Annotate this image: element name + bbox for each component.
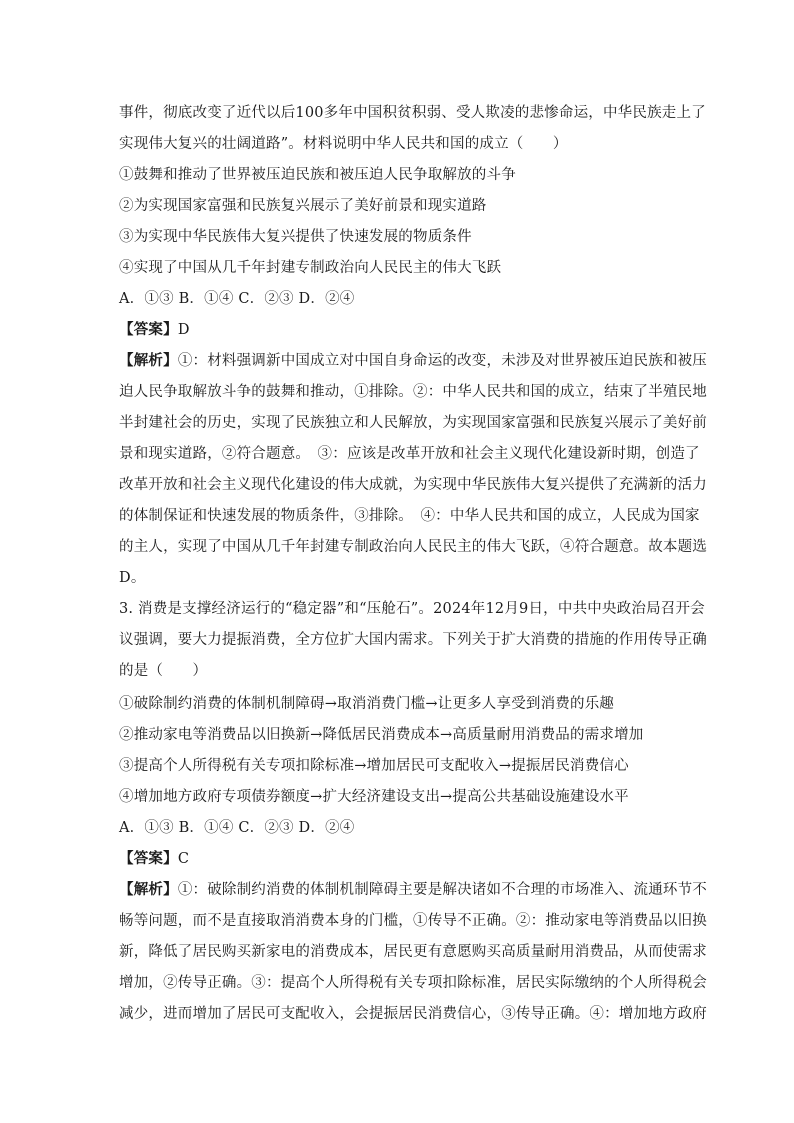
answer-tag: 【答案】	[119, 321, 178, 338]
analysis-line: 的主人，实现了中国从几千年封建专制政治向人民民主的伟大飞跃，④符合题意。故本题选	[119, 539, 707, 555]
analysis-line	[119, 880, 708, 900]
analysis-line: 景和现实道路，②符合题意。 ③：应该是改革开放和社会主义现代化建设新时期，创造了	[119, 446, 700, 462]
analysis-tag: 【解析】	[119, 352, 178, 369]
analysis-line: 畅等问题，而不是直接取消消费本身的门槛，①传导不正确。②：推动家电等消费品以旧换	[119, 913, 707, 929]
question-stem-line: 议强调，要大力提振消费，全方位扩大国内需求。下列关于扩大消费的措施的作用传导正确	[119, 632, 707, 648]
question-stem-line: 事件，彻底改变了近代以后100多年中国积贫积弱、受人欺凌的悲惨命运，中华民族走上了	[119, 105, 706, 121]
analysis-line: 增加，②传导正确。③：提高个人所得税有关专项扣除标准，居民实际缴纳的个人所得税会	[119, 975, 707, 991]
answer-tag: 【答案】	[119, 850, 178, 867]
option-1: ①破除制约消费的体制机制障碍→取消消费门槛→让更多人享受到消费的乐趣	[119, 696, 615, 712]
answer-value: C	[177, 851, 190, 867]
analysis-line: D。	[119, 570, 146, 586]
option-1: ①鼓舞和推动了世界被压迫民族和被压迫人民争取解放的斗争	[119, 167, 516, 183]
analysis-line	[119, 351, 708, 371]
analysis-line: 迫人民争取解放斗争的鼓舞和推动，①排除。②：中华人民共和国的成立，结束了半殖民地	[119, 384, 707, 400]
option-2: ②推动家电等消费品以旧换新→降低居民消费成本→高质量耐用消费品的需求增加	[119, 727, 644, 743]
answer-value: D	[177, 322, 190, 338]
answer-row	[119, 320, 679, 340]
analysis-line: 半封建社会的历史，实现了民族独立和人民解放，为实现国家富强和民族复兴展示了美好前	[119, 415, 707, 431]
option-4: ④增加地方政府专项债券额度→扩大经济建设支出→提高公共基础设施建设水平	[119, 789, 629, 805]
answer-choices: A．①③ B．①④ C．②③ D．②④	[119, 291, 355, 307]
analysis-text: ①：破除制约消费的体制机制障碍主要是解决诸如不合理的市场准入、流通环节不	[177, 882, 708, 898]
analysis-line: 新，降低了居民购买新家电的消费成本，居民更有意愿购买高质量耐用消费品，从而使需求	[119, 944, 707, 960]
analysis-line: 的体制保证和快速发展的物质条件，③排除。 ④：中华人民共和国的成立，人民成为国家	[119, 508, 700, 524]
option-3: ③提高个人所得税有关专项扣除标准→增加居民可支配收入→提振居民消费信心	[119, 758, 629, 774]
option-2: ②为实现国家富强和民族复兴展示了美好前景和现实道路	[119, 198, 487, 214]
answer-choices: A．①③ B．①④ C．②③ D．②④	[119, 820, 355, 836]
question-stem-line: 的是（ ）	[119, 663, 208, 679]
analysis-line: 减少，进而增加了居民可支配收入，会提振居民消费信心，③传导正确。④：增加地方政府	[119, 1006, 707, 1022]
analysis-tag: 【解析】	[119, 881, 178, 898]
question-stem-line: 3. 消费是支撑经济运行的“稳定器”和“压舱石”。2024年12月9日，中共中央政治局召开会	[119, 601, 705, 617]
option-4: ④实现了中国从几千年封建专制政治向人民民主的伟大飞跃	[119, 260, 502, 276]
analysis-text: ①：材料强调新中国成立对中国自身命运的改变，未涉及对世界被压迫民族和被压	[177, 353, 708, 369]
analysis-line: 改革开放和社会主义现代化建设的伟大成就，为实现中华民族伟大复兴提供了充满新的活力	[119, 477, 707, 493]
option-3: ③为实现中华民族伟大复兴提供了快速发展的物质条件	[119, 229, 472, 245]
answer-row	[119, 849, 679, 869]
question-stem-line: 实现伟大复兴的壮阔道路”。材料说明中华人民共和国的成立（ ）	[119, 136, 568, 152]
